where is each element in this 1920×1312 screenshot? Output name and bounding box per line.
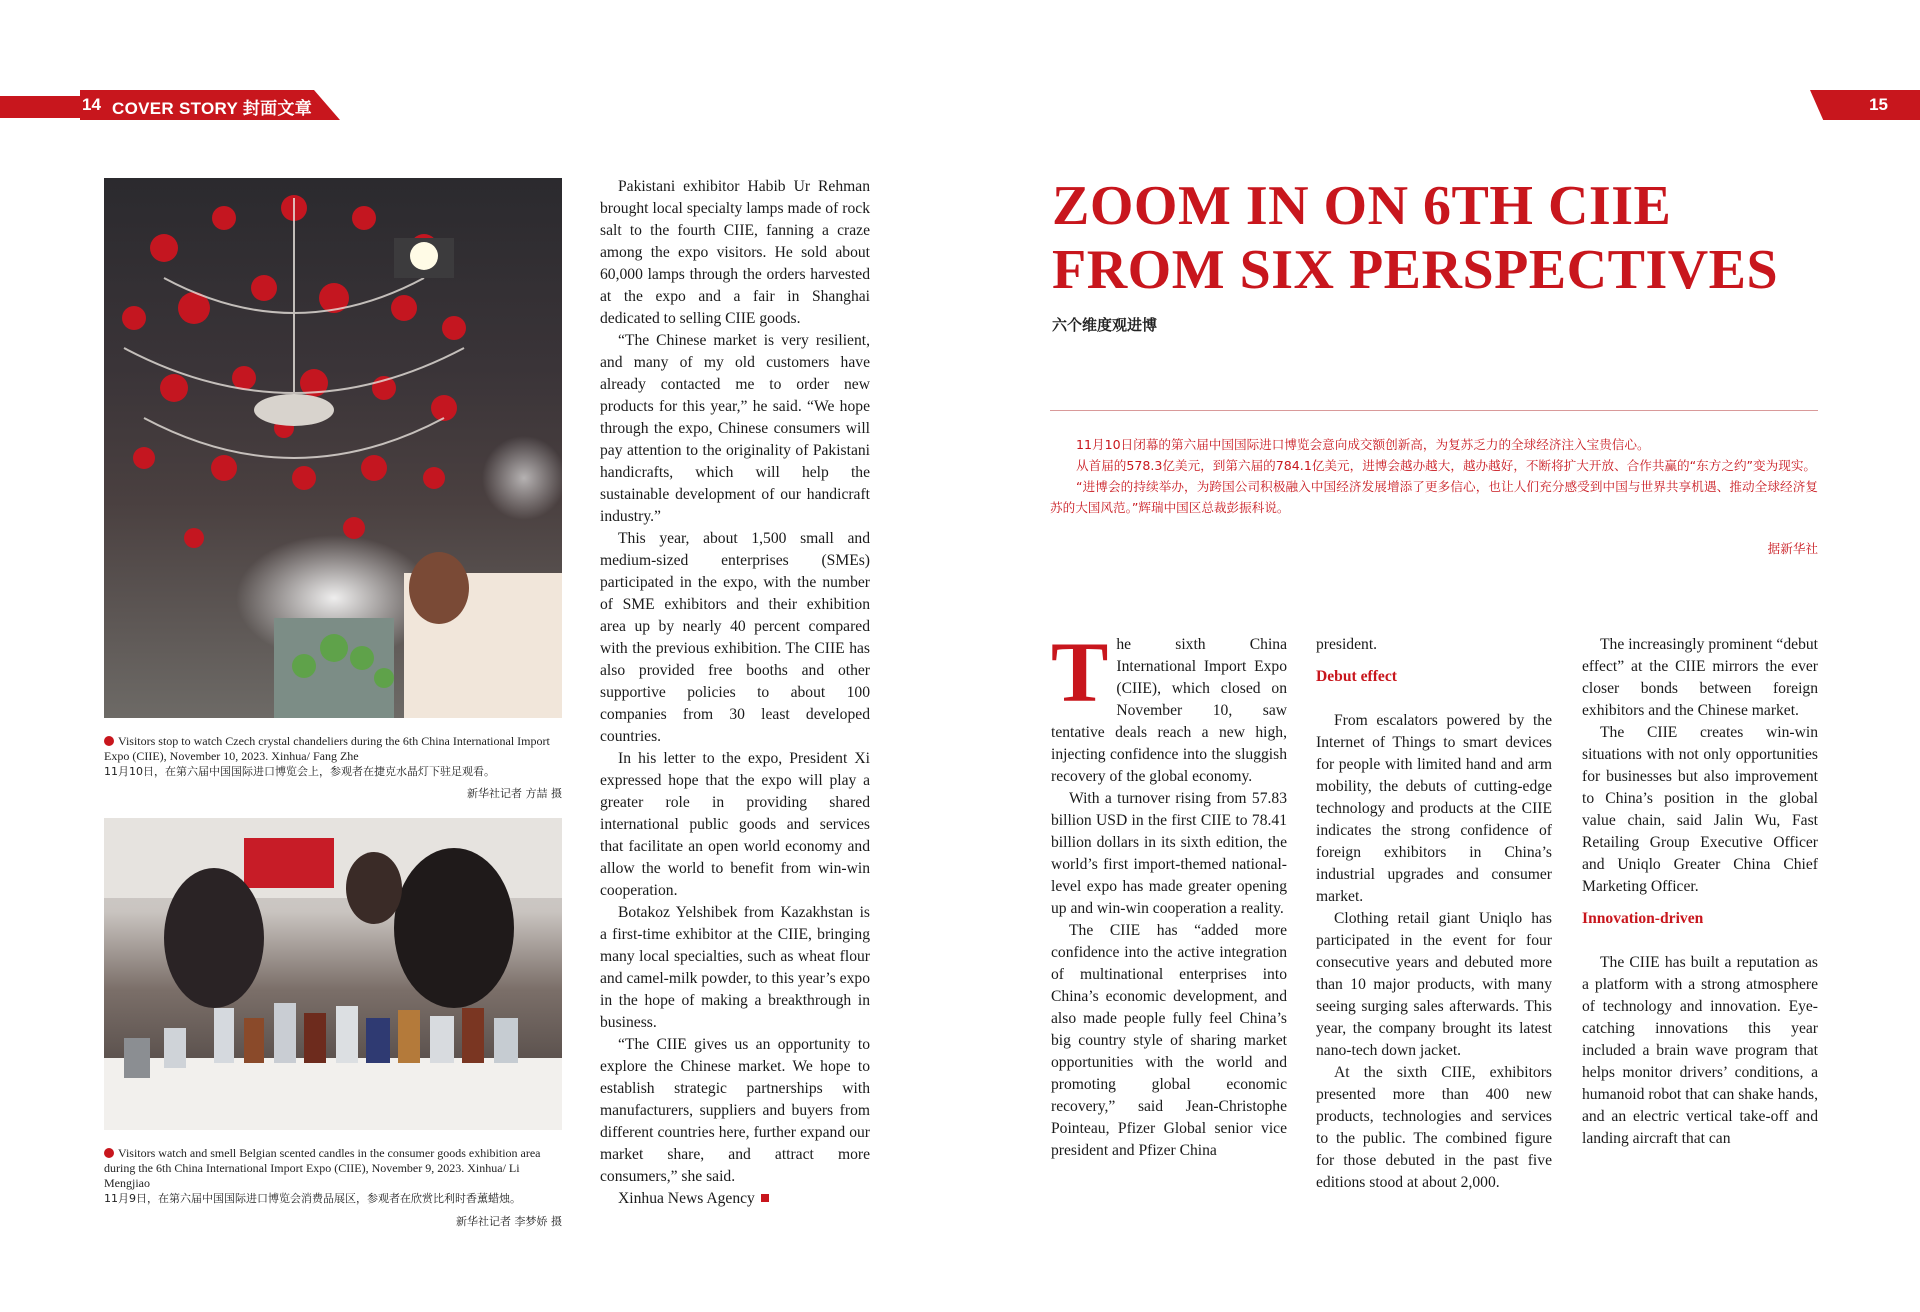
left-page-number: 14 (82, 95, 101, 114)
section-label: COVER STORY 封面文章 (112, 99, 313, 118)
visitor-left (164, 868, 264, 1008)
photo2-caption-en: Visitors watch and smell Belgian scented candles in the consumer goods exhibition area during the 6th China International Import Expo (CIIE), November 9, 2023. Xinhua/ Li Mengjiao (104, 1146, 541, 1190)
caption-bullet-icon (104, 736, 114, 746)
photo1-caption (104, 734, 562, 779)
paragraph: With a turnover rising from 57.83 billion USD in the first CIIE to 78.41 billion dollars in its sixth edition, the world’s first import-themed national-level expo has made greater opening up and win-win cooperation a reality. (1051, 790, 1287, 917)
paragraph-text: he sixth China International Import Expo (CIIE), which closed on November 10, saw tentative deals reach a new high, injecting confidence into the sluggish recovery of the global economy. (1051, 636, 1287, 785)
paragraph: Clothing retail giant Uniqlo has participated in the event for four consecutive years and debuted more than 10 major products, with many seeing surging sales afterwards. This year, the company brought its latest nano-tech down jacket. (1316, 910, 1552, 1059)
paragraph: “The CIIE gives us an opportunity to explore the Chinese market. We hope to establish strategic partnerships with manufacturers, suppliers and buyers from different countries here, further expand our market share, and attract more consumers,” she said. (600, 1036, 870, 1185)
photo2-credit: 新华社记者 李梦娇 摄 (456, 1215, 562, 1228)
continued-text: president. (1316, 636, 1378, 653)
photo1-credit: 新华社记者 方喆 摄 (467, 787, 562, 800)
paragraph: Pakistani exhibitor Habib Ur Rehman brought local specialty lamps made of rock salt to the fourth CIIE, fanning a craze among the expo visitors. He sold about 60,000 lamps through the orders harvested at the expo and a fair in Shanghai dedicated to selling CIIE goods. (600, 178, 870, 327)
intro-divider (1050, 410, 1818, 411)
photo2-caption (104, 1146, 562, 1206)
drop-cap: T (1051, 624, 1109, 720)
subhead-innovation-driven: Innovation-driven (1582, 910, 1704, 927)
article-column-2 (1316, 634, 1552, 1194)
chandelier-photo (104, 178, 562, 718)
left-article-column (600, 176, 870, 1210)
photo1-caption-en: Visitors stop to watch Czech crystal chandeliers during the 6th China International Import Expo (CIIE), November 10, 2023. Xinhua/ Fang Zhe (104, 734, 550, 763)
paragraph: This year, about 1,500 small and medium-sized enterprises (SMEs) participated in the expo, with the number of SME exhibitors and their exhibition area up by nearly 40 percent compared with the previous exhibition. The CIIE has also provided free booths and other supportive policies to about 100 companies from 30 least developed countries. (600, 530, 870, 745)
signoff-line (600, 1188, 870, 1210)
paragraph: “The Chinese market is very resilient, and many of my old customers have already contacted me to order new products for this year,” he said. “We hope through the expo, Chinese consumers will pay attention to the originality of Pakistani handicrafts, which will help the sustainable development of our handicraft industry.” (600, 332, 870, 525)
photo1-caption-cn: 11月10日，在第六届中国国际进口博览会上，参观者在捷克水晶灯下驻足观看。 (104, 765, 495, 778)
signoff: Xinhua News Agency (618, 1190, 755, 1207)
paragraph: At the sixth CIIE, exhibitors presented more than 400 new products, technologies and services to the public. The combined figure for those debuted in the past five editions stood at about 2,000. (1316, 1064, 1552, 1191)
article-subtitle: 六个维度观进博 (1052, 316, 1158, 334)
visitor-right (394, 848, 514, 1008)
right-page-tab (1810, 90, 1920, 120)
photo2-caption-cn: 11月9日，在第六届中国国际进口博览会消费品展区，参观者在欣赏比利时香薰蜡烛。 (104, 1192, 521, 1205)
chandelier-illustration (104, 178, 562, 718)
paragraph: The increasingly prominent “debut effect” at the CIIE mirrors the ever closer bonds between foreign exhibitors and the Chinese market. (1582, 636, 1818, 719)
first-paragraph (1051, 624, 1287, 788)
article-column-3 (1582, 634, 1818, 1150)
right-page-number: 15 (1869, 95, 1888, 114)
candles-photo (104, 818, 562, 1130)
intro-paragraph: “进博会的持续举办，为跨国公司积极融入中国经济发展增添了更多信心，也让人们充分感受到中国与世界共享机遇、推动全球经济复苏的大国风范。”辉瑞中国区总裁彭振科说。 (1050, 479, 1818, 515)
paragraph: Botakoz Yelshibek from Kazakhstan is a first-time exhibitor at the CIIE, bringing many local specialties, such as wheat flour and camel-milk powder, to this year’s expo in the hope of making a breakthrough in business. (600, 904, 870, 1031)
intro-paragraph: 11月10日闭幕的第六届中国国际进口博览会意向成交额创新高，为复苏乏力的全球经济注入宝贵信心。 (1076, 437, 1650, 452)
subhead-debut-effect: Debut effect (1316, 668, 1397, 685)
end-mark-icon (761, 1194, 769, 1202)
candles-illustration (104, 818, 562, 1130)
paragraph: The CIIE creates win-win situations with not only opportunities for businesses but also improvement to China’s position in the global value chain, said Jalin Wu, Fast Retailing Group Executive Officer and Uniqlo Greater China Chief Marketing Officer. (1582, 724, 1818, 895)
article-title: ZOOM IN ON 6TH CIIE FROM SIX PERSPECTIVES (1052, 175, 1779, 301)
paragraph: From escalators powered by the Internet of Things to smart devices for people with limited hand and arm mobility, the debuts of cutting-edge technology and products at the CIIE indicates the strong confidence of foreign exhibitors in China’s industrial upgrades and consumer market. (1316, 712, 1552, 905)
chandelier-bowl (254, 394, 334, 426)
intro-summary (1050, 434, 1818, 518)
intro-paragraph: 从首届的578.3亿美元，到第六届的784.1亿美元，进博会越办越大，越办越好，不断将扩大开放、合作共赢的“东方之约”变为现实。 (1076, 458, 1817, 473)
intro-source: 据新华社 (1767, 541, 1818, 556)
article-column-1 (1051, 624, 1287, 1162)
paragraph: The CIIE has built a reputation as a platform with a strong atmosphere of technology and innovation. Eye-catching innovations this year included a brain wave program that helps monitor drivers’ conditions, a humanoid robot that can shake hands, and an electric vertical take-off and landing aircraft that can (1582, 954, 1818, 1147)
paragraph: In his letter to the expo, President Xi expressed hope that the expo will play a greater role in providing shared international public goods and services that facilitate an open world economy and allow the world to benefit from win-win cooperation. (600, 750, 870, 899)
caption-bullet-icon (104, 1148, 114, 1158)
header-left-bar (0, 96, 80, 118)
paragraph: The CIIE has “added more confidence into the active integration of multinational enterprises into China’s economic development, and also made people fully feel China’s big country style of sharing market opportunities with the world and promoting global economic recovery,” said Jean-Christophe Pointeau, Pfizer Global senior vice president and Pfizer China (1051, 922, 1287, 1159)
